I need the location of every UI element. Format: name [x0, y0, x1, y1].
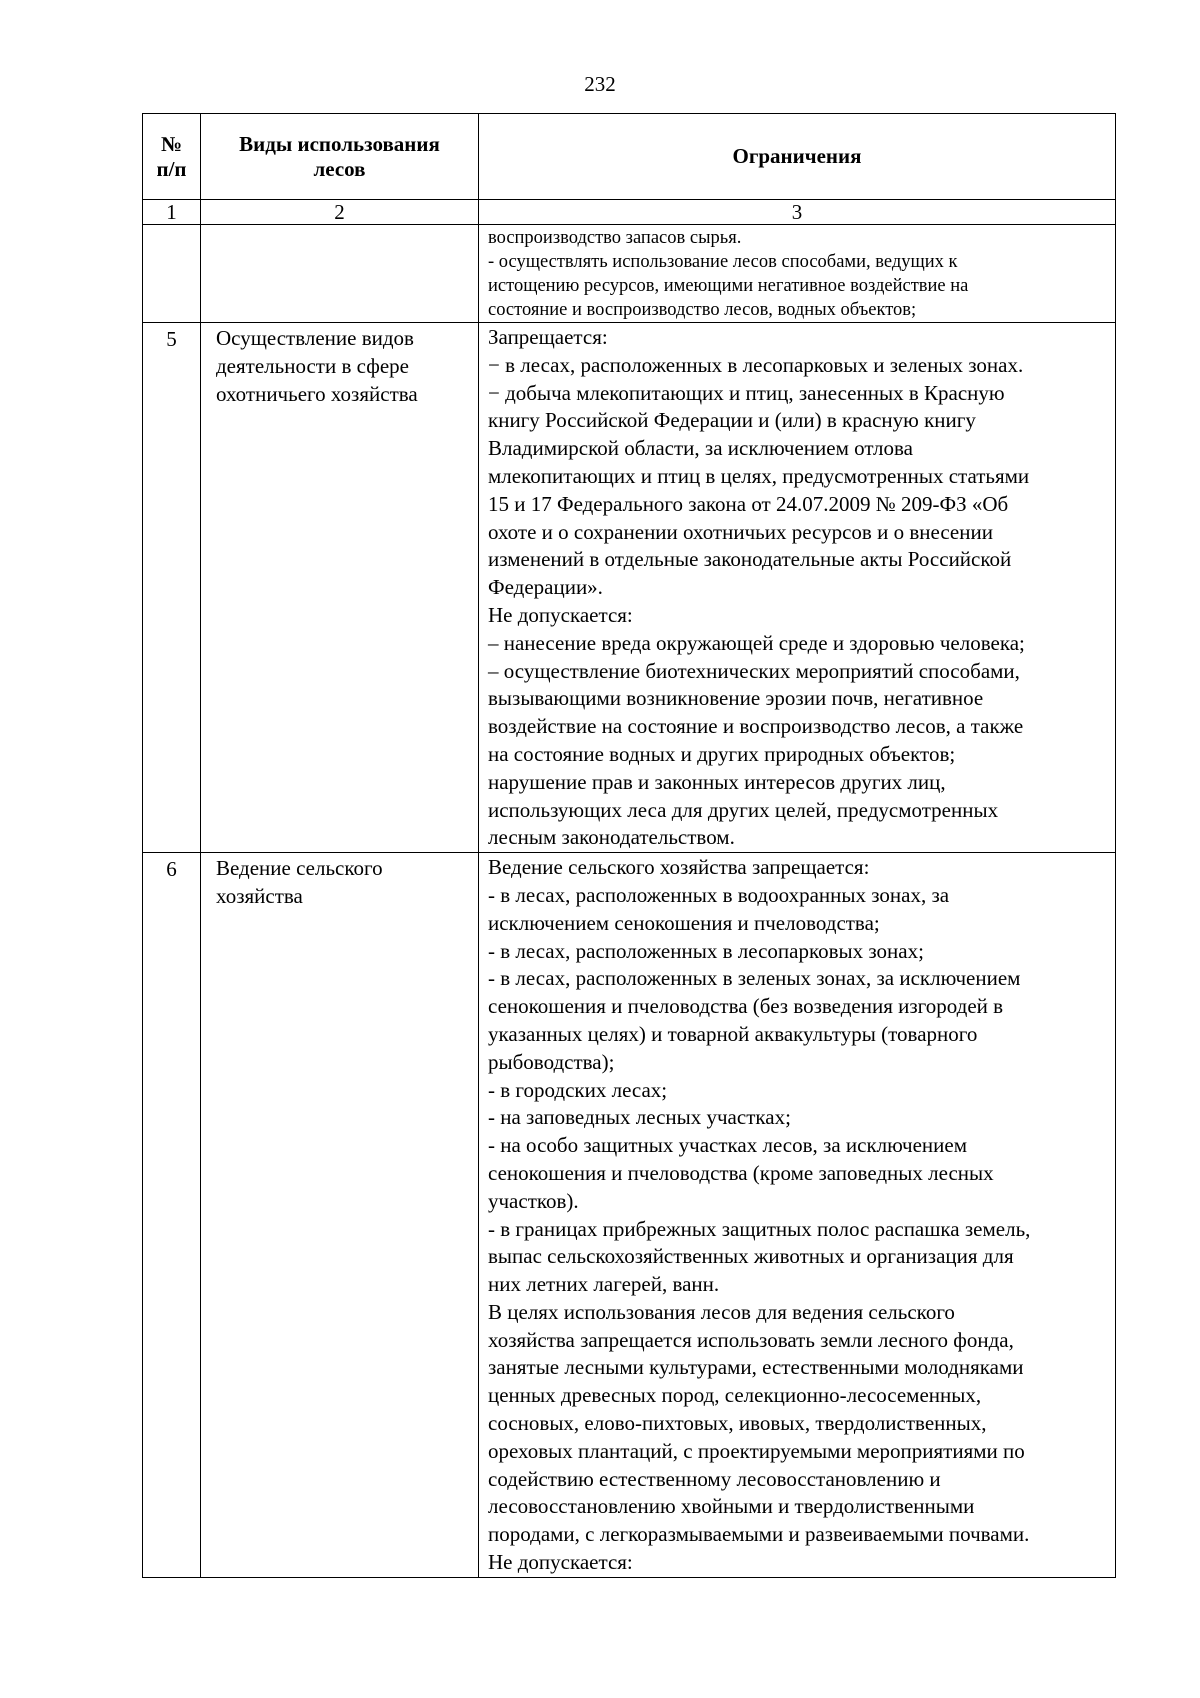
restriction-line: изменений в отдельные законодательные акты Российской: [488, 547, 1012, 572]
column-number: 2: [201, 200, 479, 225]
restriction-line: Запрещается:: [488, 325, 608, 349]
restriction-line: лесовосстановлению хвойными и твердолиственными: [488, 1494, 975, 1519]
column-number: 3: [479, 200, 1116, 225]
kind-line: Осуществление видов: [216, 326, 414, 350]
column-number-row: [143, 200, 1116, 225]
restriction-line: них летних лагерей, ванн.: [488, 1272, 720, 1297]
table-row: [143, 323, 1116, 853]
restriction-line: хозяйства запрещается использовать земли лесного фонда,: [488, 1327, 1014, 1352]
restriction-line: указанных целях) и товарной аквакультуры (товарного: [488, 1021, 978, 1046]
restriction-line: использующих леса для других целей, предусмотренных: [488, 797, 999, 822]
header-kind-line: Виды использования: [239, 131, 440, 156]
restriction-line: - в границах прибрежных защитных полос распашка земель,: [488, 1216, 1031, 1241]
restriction-line: - в лесах, расположенных в лесопарковых зонах;: [488, 938, 924, 963]
row-kind: [201, 323, 479, 853]
restriction-line: ореховых плантаций, с проектируемыми мероприятиями по: [488, 1438, 1025, 1463]
restriction-line: воспроизводство запасов сырья.: [488, 228, 742, 248]
restriction-line: выпас сельскохозяйственных животных и организация для: [488, 1244, 1014, 1269]
restriction-line: на состояние водных и других природных объектов;: [488, 741, 956, 766]
row-restrictions: [479, 225, 1116, 323]
restriction-line: сенокошения и пчеловодства (без возведения изгородей в: [488, 994, 1004, 1019]
restriction-line: − добыча млекопитающих и птиц, занесенных в Красную: [488, 380, 1005, 405]
header-kind: [201, 114, 479, 200]
kind-line: хозяйства: [216, 883, 303, 908]
table-row: [143, 225, 1116, 323]
page-number: 232: [584, 72, 616, 96]
header-num-line: №: [160, 131, 183, 156]
row-kind: [201, 853, 479, 1578]
restriction-line: участков).: [488, 1188, 579, 1213]
restriction-line: Не допускается:: [488, 1550, 633, 1575]
restriction-line: - в лесах, расположенных в водоохранных зонах, за: [488, 882, 950, 907]
column-number: 1: [143, 200, 201, 225]
kind-line: деятельности в сфере: [216, 353, 409, 378]
restriction-line: Владимирской области, за исключением отлова: [488, 436, 913, 461]
restriction-line: 15 и 17 Федерального закона от 24.07.2009 № 209-ФЗ «Об: [488, 491, 1009, 516]
restriction-line: - в городских лесах;: [488, 1077, 668, 1102]
row-kind: [201, 225, 479, 323]
restriction-line: содействию естественному лесовосстановлению и: [488, 1466, 941, 1491]
restriction-line: рыбоводства);: [488, 1049, 615, 1074]
restriction-line: Федерации».: [488, 575, 603, 600]
row-num: 6: [143, 853, 201, 1578]
restriction-line: лесным законодательством.: [488, 825, 735, 850]
restriction-line: Ведение сельского хозяйства запрещается:: [488, 855, 870, 880]
restriction-line: − в лесах, расположенных в лесопарковых и зеленых зонах.: [488, 352, 1024, 377]
restriction-line: нарушение прав и законных интересов других лиц,: [488, 769, 946, 794]
restriction-line: охоте и о сохранении охотничьих ресурсов и о внесении: [488, 519, 993, 544]
restriction-line: истощению ресурсов, имеющими негативное воздействие на: [488, 276, 969, 296]
restriction-line: ценных древесных пород, селекционно-лесосеменных,: [488, 1383, 982, 1408]
restriction-line: - в лесах, расположенных в зеленых зонах, за исключением: [488, 966, 1021, 991]
restriction-line: книгу Российской Федерации и (или) в красную книгу: [488, 408, 976, 433]
header-restrictions: Ограничения: [479, 114, 1116, 200]
restriction-line: занятые лесными культурами, естественными молодняками: [488, 1355, 1024, 1380]
restriction-line: млекопитающих и птиц в целях, предусмотренных статьями: [488, 463, 1030, 488]
restriction-line: В целях использования лесов для ведения сельского: [488, 1299, 955, 1324]
row-num: 5: [143, 323, 201, 853]
restriction-line: сенокошения и пчеловодства (кроме заповедных лесных: [488, 1160, 994, 1185]
restriction-line: породами, с легкоразмываемыми и развеиваемыми почвами.: [488, 1522, 1030, 1547]
row-num: [143, 225, 201, 323]
header-num-line: п/п: [156, 156, 187, 181]
table-header-row: [143, 114, 1116, 200]
restriction-line: сосновых, елово-пихтовых, ивовых, твердолиственных,: [488, 1411, 987, 1436]
restriction-line: - на особо защитных участках лесов, за исключением: [488, 1133, 967, 1158]
kind-line: охотничьего хозяйства: [216, 381, 418, 406]
restriction-line: – осуществление биотехнических мероприятий способами,: [488, 658, 1020, 683]
restriction-line: - осуществлять использование лесов способами, ведущих к: [488, 252, 958, 272]
restriction-line: воздействие на состояние и воспроизводство лесов, а также: [488, 714, 1024, 739]
table-row: [143, 853, 1116, 1578]
restriction-line: состояние и воспроизводство лесов, водных объектов;: [488, 300, 917, 320]
kind-line: Ведение сельского: [216, 856, 383, 881]
row-restrictions: [479, 323, 1116, 853]
restriction-line: – нанесение вреда окружающей среде и здоровью человека;: [488, 630, 1025, 655]
restrictions-table: [142, 113, 1116, 1578]
header-num: [143, 114, 201, 200]
header-kind-line: лесов: [313, 156, 366, 181]
restriction-line: Не допускается:: [488, 602, 633, 627]
restriction-line: исключением сенокошения и пчеловодства;: [488, 910, 880, 935]
restriction-line: вызывающими возникновение эрозии почв, негативное: [488, 686, 984, 711]
row-restrictions: [479, 853, 1116, 1578]
restriction-line: - на заповедных лесных участках;: [488, 1105, 791, 1130]
